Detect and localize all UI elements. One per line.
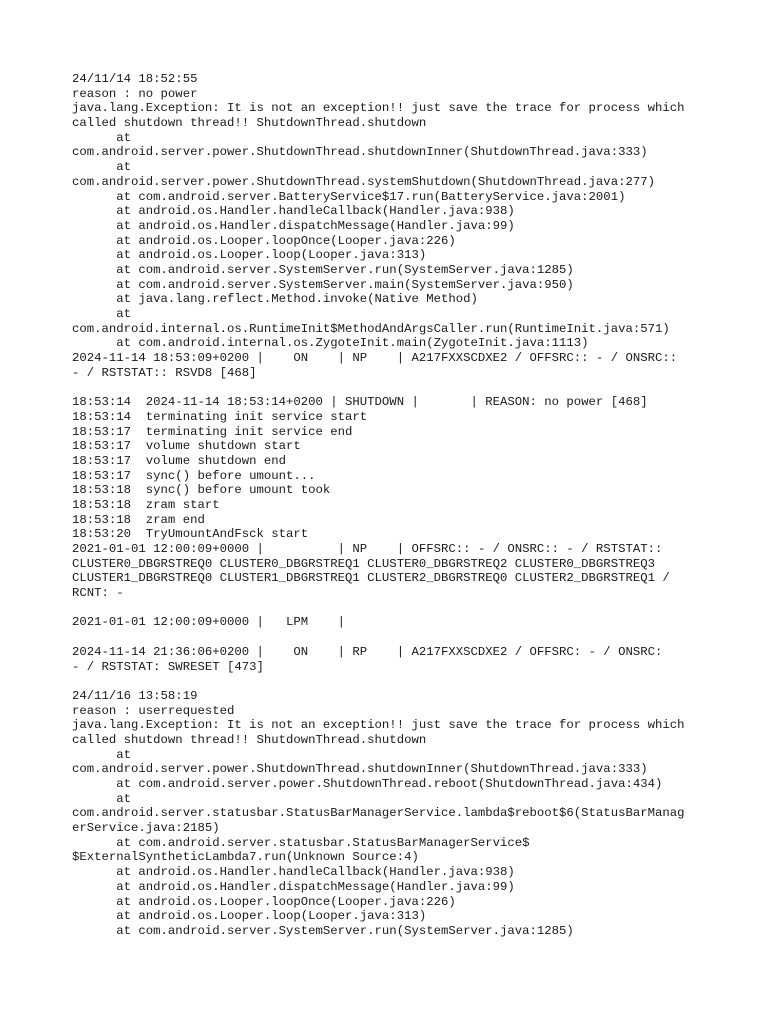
log-line: com.android.server.statusbar.StatusBarManagerService.lambda$reboot$6(StatusBarManag bbox=[72, 806, 685, 821]
log-line: at java.lang.reflect.Method.invoke(Native Method) bbox=[72, 292, 478, 307]
log-line: 18:53:17 volume shutdown end bbox=[72, 453, 287, 468]
log-line: at com.android.server.BatteryService$17.run(BatteryService.java:2001) bbox=[72, 189, 626, 204]
log-line: at com.android.server.power.ShutdownThread.reboot(ShutdownThread.java:434) bbox=[72, 777, 663, 791]
log-line: called shutdown thread!! ShutdownThread.shutdown bbox=[72, 116, 427, 131]
log-line: 18:53:14 terminating init service start bbox=[72, 409, 368, 424]
log-line: 18:53:20 TryUmountAndFsck start bbox=[72, 527, 309, 542]
log-line: at android.os.Handler.dispatchMessage(Handler.java:99) bbox=[72, 879, 515, 894]
log-line: - / RSTSTAT:: RSVD8 [468] bbox=[72, 365, 257, 380]
log-line: 24/11/16 13:58:19 bbox=[72, 688, 198, 703]
log-line: com.android.server.power.ShutdownThread.systemShutdown(ShutdownThread.java:277) bbox=[72, 174, 655, 189]
log-line: 18:53:17 volume shutdown start bbox=[72, 439, 301, 454]
log-line: com.android.server.power.ShutdownThread.shutdownInner(ShutdownThread.java:333) bbox=[72, 762, 648, 777]
log-line: 18:53:18 sync() before umount took bbox=[72, 483, 331, 498]
blank-line bbox=[72, 630, 712, 645]
log-line: 2024-11-14 18:53:09+0200 | ON | NP | A217FXXSCDXE2 / OFFSRC:: - / ONSRC:: bbox=[72, 351, 678, 366]
log-line: called shutdown thread!! ShutdownThread.shutdown bbox=[72, 732, 427, 747]
log-line: at bbox=[72, 160, 132, 175]
log-line: at android.os.Looper.loopOnce(Looper.java:226) bbox=[72, 894, 456, 909]
log-line: at bbox=[72, 130, 132, 145]
log-line: at com.android.internal.os.ZygoteInit.main(ZygoteInit.java:1113) bbox=[72, 336, 589, 351]
log-line: RCNT: - bbox=[72, 586, 124, 601]
log-line: 18:53:18 zram end bbox=[72, 512, 205, 527]
log-line: - / RSTSTAT: SWRESET [473] bbox=[72, 659, 264, 674]
log-line: 18:53:18 zram start bbox=[72, 497, 220, 512]
blank-line bbox=[72, 601, 712, 616]
log-line: CLUSTER1_DBGRSTREQ0 CLUSTER1_DBGRSTREQ1 CLUSTER2_DBGRSTREQ0 CLUSTER2_DBGRSTREQ1 / bbox=[72, 571, 670, 586]
log-line: at com.android.server.SystemServer.run(SystemServer.java:1285) bbox=[72, 923, 574, 938]
log-line: erService.java:2185) bbox=[72, 821, 220, 836]
log-line: at android.os.Looper.loop(Looper.java:313) bbox=[72, 248, 427, 263]
log-line: at bbox=[72, 307, 132, 321]
log-line: at android.os.Handler.dispatchMessage(Handler.java:99) bbox=[72, 218, 515, 233]
log-line: 2021-01-01 12:00:09+0000 | LPM | bbox=[72, 615, 346, 630]
log-line: at android.os.Looper.loop(Looper.java:313) bbox=[72, 909, 427, 924]
log-line: at com.android.server.SystemServer.run(SystemServer.java:1285) bbox=[72, 262, 574, 277]
log-line: 18:53:17 terminating init service end bbox=[72, 424, 353, 439]
log-line: at android.os.Handler.handleCallback(Handler.java:938) bbox=[72, 865, 515, 880]
log-line: at bbox=[72, 747, 132, 762]
log-line: 2021-01-01 12:00:09+0000 | | NP | OFFSRC:: - / ONSRC:: - / RSTSTAT:: bbox=[72, 542, 663, 556]
log-line: com.android.internal.os.RuntimeInit$MethodAndArgsCaller.run(RuntimeInit.java:571) bbox=[72, 321, 670, 336]
log-line: java.lang.Exception: It is not an exception!! just save the trace for process which bbox=[72, 101, 685, 116]
log-line: com.android.server.power.ShutdownThread.shutdownInner(ShutdownThread.java:333) bbox=[72, 145, 648, 160]
log-line: 18:53:17 sync() before umount... bbox=[72, 468, 316, 483]
log-document bbox=[72, 72, 712, 939]
blank-line bbox=[72, 674, 712, 689]
log-line: reason : userrequested bbox=[72, 703, 235, 718]
log-line: java.lang.Exception: It is not an exception!! just save the trace for process which bbox=[72, 718, 685, 733]
log-line: 2024-11-14 21:36:06+0200 | ON | RP | A217FXXSCDXE2 / OFFSRC: - / ONSRC: bbox=[72, 644, 663, 659]
log-line: at android.os.Looper.loopOnce(Looper.java:226) bbox=[72, 233, 456, 248]
blank-line bbox=[72, 380, 712, 395]
log-line: at com.android.server.statusbar.StatusBarManagerService$ bbox=[72, 835, 530, 850]
log-line: at com.android.server.SystemServer.main(SystemServer.java:950) bbox=[72, 277, 574, 292]
log-line: at android.os.Handler.handleCallback(Handler.java:938) bbox=[72, 204, 515, 219]
log-line: reason : no power bbox=[72, 86, 198, 101]
log-line: 24/11/14 18:52:55 bbox=[72, 72, 198, 86]
log-line: at bbox=[72, 791, 132, 806]
log-line: 18:53:14 2024-11-14 18:53:14+0200 | SHUTDOWN | | REASON: no power [468] bbox=[72, 395, 648, 410]
log-line: CLUSTER0_DBGRSTREQ0 CLUSTER0_DBGRSTREQ1 CLUSTER0_DBGRSTREQ2 CLUSTER0_DBGRSTREQ3 bbox=[72, 556, 655, 571]
log-line: $ExternalSyntheticLambda7.run(Unknown Source:4) bbox=[72, 850, 419, 865]
